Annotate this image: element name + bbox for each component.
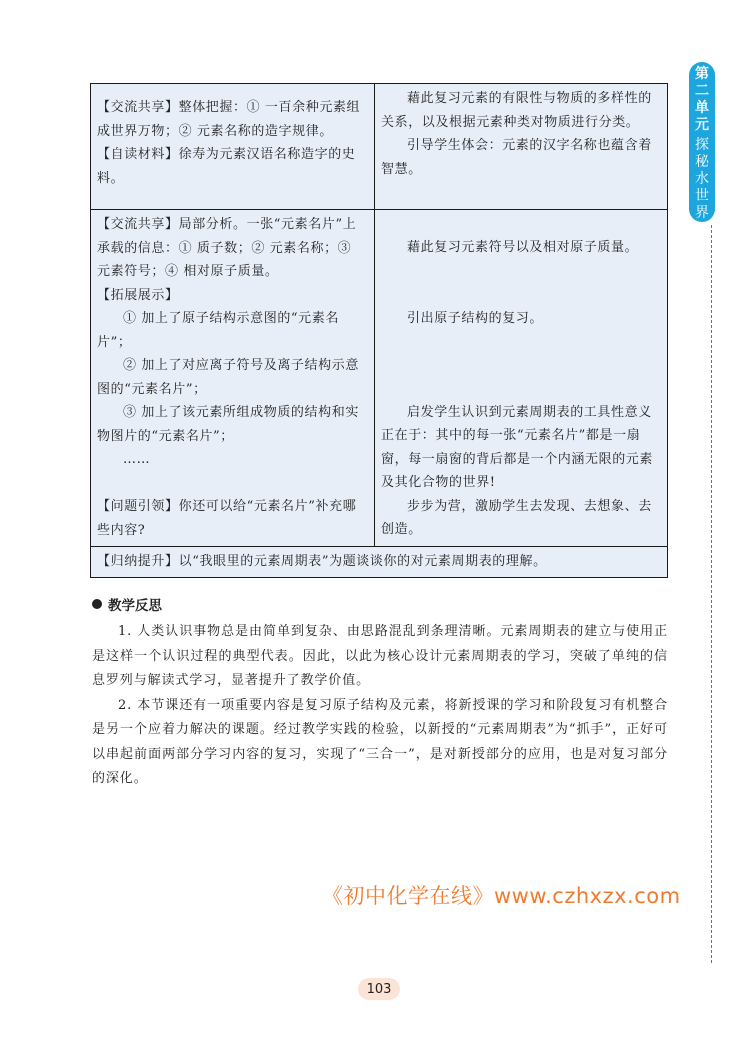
intent-text: 引出原子结构的复习。	[407, 310, 544, 326]
intent-cell	[375, 210, 667, 546]
side-dashed-line	[711, 225, 712, 963]
unit-title-char: 水	[695, 171, 709, 187]
activity-text: ……	[123, 452, 151, 467]
activity-text: ① 加上了原子结构示意图的“元素名片”；	[97, 311, 339, 350]
activity-cell	[91, 84, 375, 209]
section-title-text: 教学反思	[108, 598, 162, 614]
activity-text: 【拓展展示】	[97, 287, 179, 303]
intent-text: 引导学生体会：元素的汉字名称也蕴含着智慧。	[381, 138, 652, 177]
activity-text: 【自读材料】徐寿为元素汉语名称造字的史料。	[97, 147, 356, 186]
reflection-paragraph: 2. 本节课还有一项重要内容是复习原子结构及元素，将新授课的学习和阶段复习有机整合是另一个应着力解决的课题。经过教学实践的检验，以新授的“元素周期表”为“抓手”，正好可以串起前面两部分学习内容的复习，实现了“三合一”，是对新授部分的应用，也是对复习部分的深化。	[92, 697, 668, 786]
bullet-icon	[92, 599, 102, 609]
unit-title-char: 探	[695, 137, 709, 153]
unit-title-char: 世	[695, 188, 709, 204]
activity-cell	[91, 210, 375, 546]
table-row	[91, 84, 667, 210]
unit-side-tab	[689, 62, 715, 222]
table-row	[91, 210, 667, 547]
intent-text: 藉此复习元素的有限性与物质的多样性的关系，以及根据元素种类对物质进行分类。	[381, 91, 652, 130]
unit-char: 第	[695, 66, 709, 82]
activity-text: ② 加上了对应离子符号及离子结构示意图的“元素名片”；	[97, 358, 359, 397]
intent-text: 步步为营，激励学生去发现、去想象、去创造。	[381, 498, 652, 537]
summary-cell: 【归纳提升】以“我眼里的元素周期表”为题谈谈你的对元素周期表的理解。	[97, 554, 547, 569]
section-title	[92, 594, 162, 614]
page-number: 103	[358, 978, 400, 1000]
unit-title-char: 秘	[695, 154, 709, 170]
reflection-paragraph: 1. 人类认识事物总是由简单到复杂、由思路混乱到条理清晰。元素周期表的建立与使用正是这样一个认识过程的典型代表。因此，以此为核心设计元素周期表的学习，突破了单纯的信息罗列与解读式学习，显著提升了教学价值。	[92, 624, 668, 688]
lesson-table	[90, 83, 668, 578]
watermark: 《初中化学在线》www.czhxzx.com	[322, 884, 681, 908]
unit-char: 元	[695, 117, 709, 133]
activity-text: 【交流共享】局部分析。一张“元素名片”上承载的信息：① 质子数；② 元素名称；③ 元素符号；④ 相对原子质量。	[97, 217, 357, 279]
activity-text: 【问题引领】你还可以给“元素名片”补充哪些内容?	[97, 499, 357, 538]
reflection-body	[92, 620, 668, 792]
activity-text: ③ 加上了该元素所组成物质的结构和实物图片的“元素名片”；	[97, 405, 359, 444]
intent-cell	[375, 84, 667, 209]
unit-title-char: 界	[695, 205, 709, 221]
intent-text: 藉此复习元素符号以及相对原子质量。	[407, 240, 639, 255]
unit-char: 单	[695, 100, 709, 116]
unit-char: 二	[695, 83, 709, 99]
table-row	[91, 547, 667, 577]
activity-text: 【交流共享】整体把握：① 一百余种元素组成世界万物；② 元素名称的造字规律。	[97, 100, 361, 139]
intent-text: 启发学生认识到元素周期表的工具性意义正在于：其中的每一张“元素名片”都是一扇窗，每一扇窗的背后都是一个内涵无限的元素及其化合物的世界!	[381, 404, 654, 490]
